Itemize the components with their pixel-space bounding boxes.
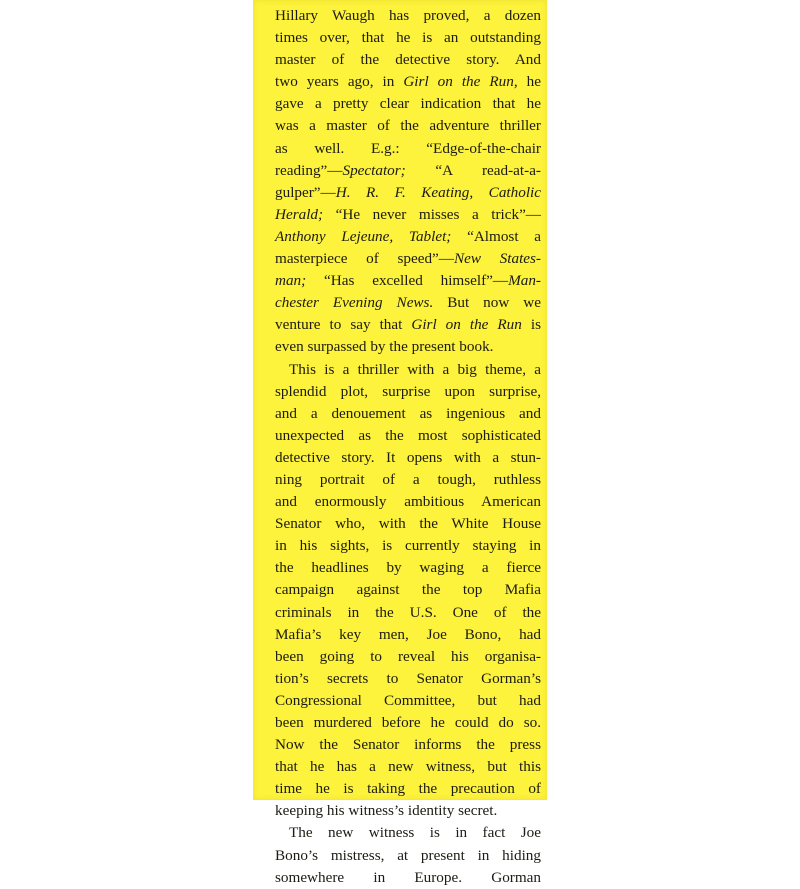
text-segment: the headlines by waging a fierce [275, 559, 541, 577]
text-line [275, 557, 541, 579]
text-segment: splendid plot, surprise upon surprise, [275, 382, 541, 400]
text-segment: even surpassed by the present book. [275, 338, 494, 356]
text-segment: Senator who, with the White House [275, 515, 541, 533]
text-segment: been murdered before he could do so. [275, 714, 541, 731]
text-line [275, 867, 541, 889]
text-line [275, 822, 541, 844]
text-segment: masterpiece of speed”— [275, 250, 454, 268]
text-segment: Congressional Committee, but had [275, 691, 541, 709]
text-line [275, 756, 541, 778]
text-line [275, 138, 541, 160]
text-segment: unexpected as the most sophisticated [275, 426, 541, 444]
text-line [275, 845, 541, 867]
text-line [275, 314, 541, 336]
text-line [275, 579, 541, 601]
text-segment: and enormously ambitious American [275, 493, 541, 511]
italic-text: New States- [454, 250, 541, 268]
text-segment: “Almost a [451, 227, 541, 245]
text-line [275, 115, 541, 137]
text-line [275, 469, 541, 491]
text-line [275, 359, 541, 381]
text-segment: that he has a new witness, but this [275, 758, 541, 776]
italic-text: Anthony Lejeune, Tablet; [275, 227, 452, 245]
italic-text: Herald; [275, 205, 324, 223]
text-line [275, 49, 541, 71]
text-segment: criminals in the U.S. One of the [275, 603, 541, 621]
italic-text: Man- [508, 272, 541, 290]
text-line [275, 292, 541, 314]
text-segment: he [517, 73, 541, 91]
text-segment: “He never misses a trick”— [323, 205, 541, 223]
text-line [275, 27, 541, 49]
text-segment: detective story. It opens with a stun- [275, 448, 541, 466]
text-line [275, 778, 541, 800]
text-line [275, 248, 541, 270]
italic-text: chester Evening News. [275, 294, 434, 312]
text-segment: as well. E.g.: “Edge-of-the-chair [275, 139, 541, 157]
text-line [275, 403, 541, 425]
text-line [275, 160, 541, 182]
italic-text: Girl on the Run, [403, 73, 518, 91]
text-line [275, 204, 541, 226]
text-segment: was a master of the adventure thriller [275, 117, 541, 135]
text-segment: reading”— [275, 161, 343, 179]
text-segment: is [521, 316, 541, 334]
text-segment: been going to reveal his organisa- [275, 647, 541, 665]
text-line [275, 491, 541, 513]
italic-text: Girl on the Run [411, 316, 522, 334]
italic-text: H. R. F. Keating, Catholic [335, 183, 541, 201]
text-line [275, 734, 541, 756]
text-line [275, 535, 541, 557]
text-line [275, 712, 541, 734]
text-line [275, 226, 541, 248]
text-line [275, 513, 541, 535]
italic-text: Spectator; [342, 161, 406, 179]
text-segment: Bono’s mistress, at present in hiding [275, 846, 541, 864]
text-line [275, 668, 541, 690]
text-line [275, 690, 541, 712]
text-line [275, 800, 541, 822]
text-segment: tion’s secrets to Senator Gorman’s [275, 669, 541, 687]
text-segment: in his sights, is currently staying in [275, 537, 541, 555]
text-segment: time he is taking the precaution of [275, 780, 541, 798]
text-segment: But now we [433, 294, 542, 312]
text-segment: “A read-at-a- [405, 161, 541, 179]
text-segment: ning portrait of a tough, ruthless [275, 470, 541, 488]
italic-text: man; [275, 272, 307, 290]
text-line [275, 270, 541, 292]
text-line [275, 5, 541, 27]
text-segment: Now the Senator informs the press [275, 736, 541, 754]
text-segment: The new witness is in fact Joe [289, 824, 541, 842]
text-segment: campaign against the top Mafia [275, 581, 541, 599]
text-line [275, 646, 541, 668]
text-segment: two years ago, in [275, 73, 404, 91]
text-segment: “Has excelled himself”— [306, 272, 509, 290]
text-line [275, 602, 541, 624]
text-segment: Hillary Waugh has proved, a dozen [275, 7, 541, 24]
text-segment: venture to say that [275, 316, 412, 334]
book-jacket-flap [253, 0, 547, 886]
text-segment: times over, that he is an outstanding [275, 29, 541, 47]
text-line [275, 447, 541, 469]
text-segment: master of the detective story. And [275, 51, 541, 69]
text-line [275, 624, 541, 646]
text-line [275, 71, 541, 93]
text-line [275, 93, 541, 115]
text-segment: somewhere in Europe. Gorman [275, 868, 541, 886]
text-segment: gave a pretty clear indication that he [275, 95, 541, 113]
text-segment: This is a thriller with a big theme, a [289, 360, 541, 378]
text-segment: Mafia’s key men, Joe Bono, had [275, 625, 541, 643]
text-segment: and a denouement as ingenious and [275, 404, 541, 422]
text-segment: keeping his witness’s identity secret. [275, 802, 498, 820]
text-line [275, 336, 541, 358]
text-line [275, 425, 541, 447]
text-line [275, 381, 541, 403]
text-segment: gulper”— [275, 183, 336, 201]
blurb-text [275, 5, 541, 889]
text-line [275, 182, 541, 204]
